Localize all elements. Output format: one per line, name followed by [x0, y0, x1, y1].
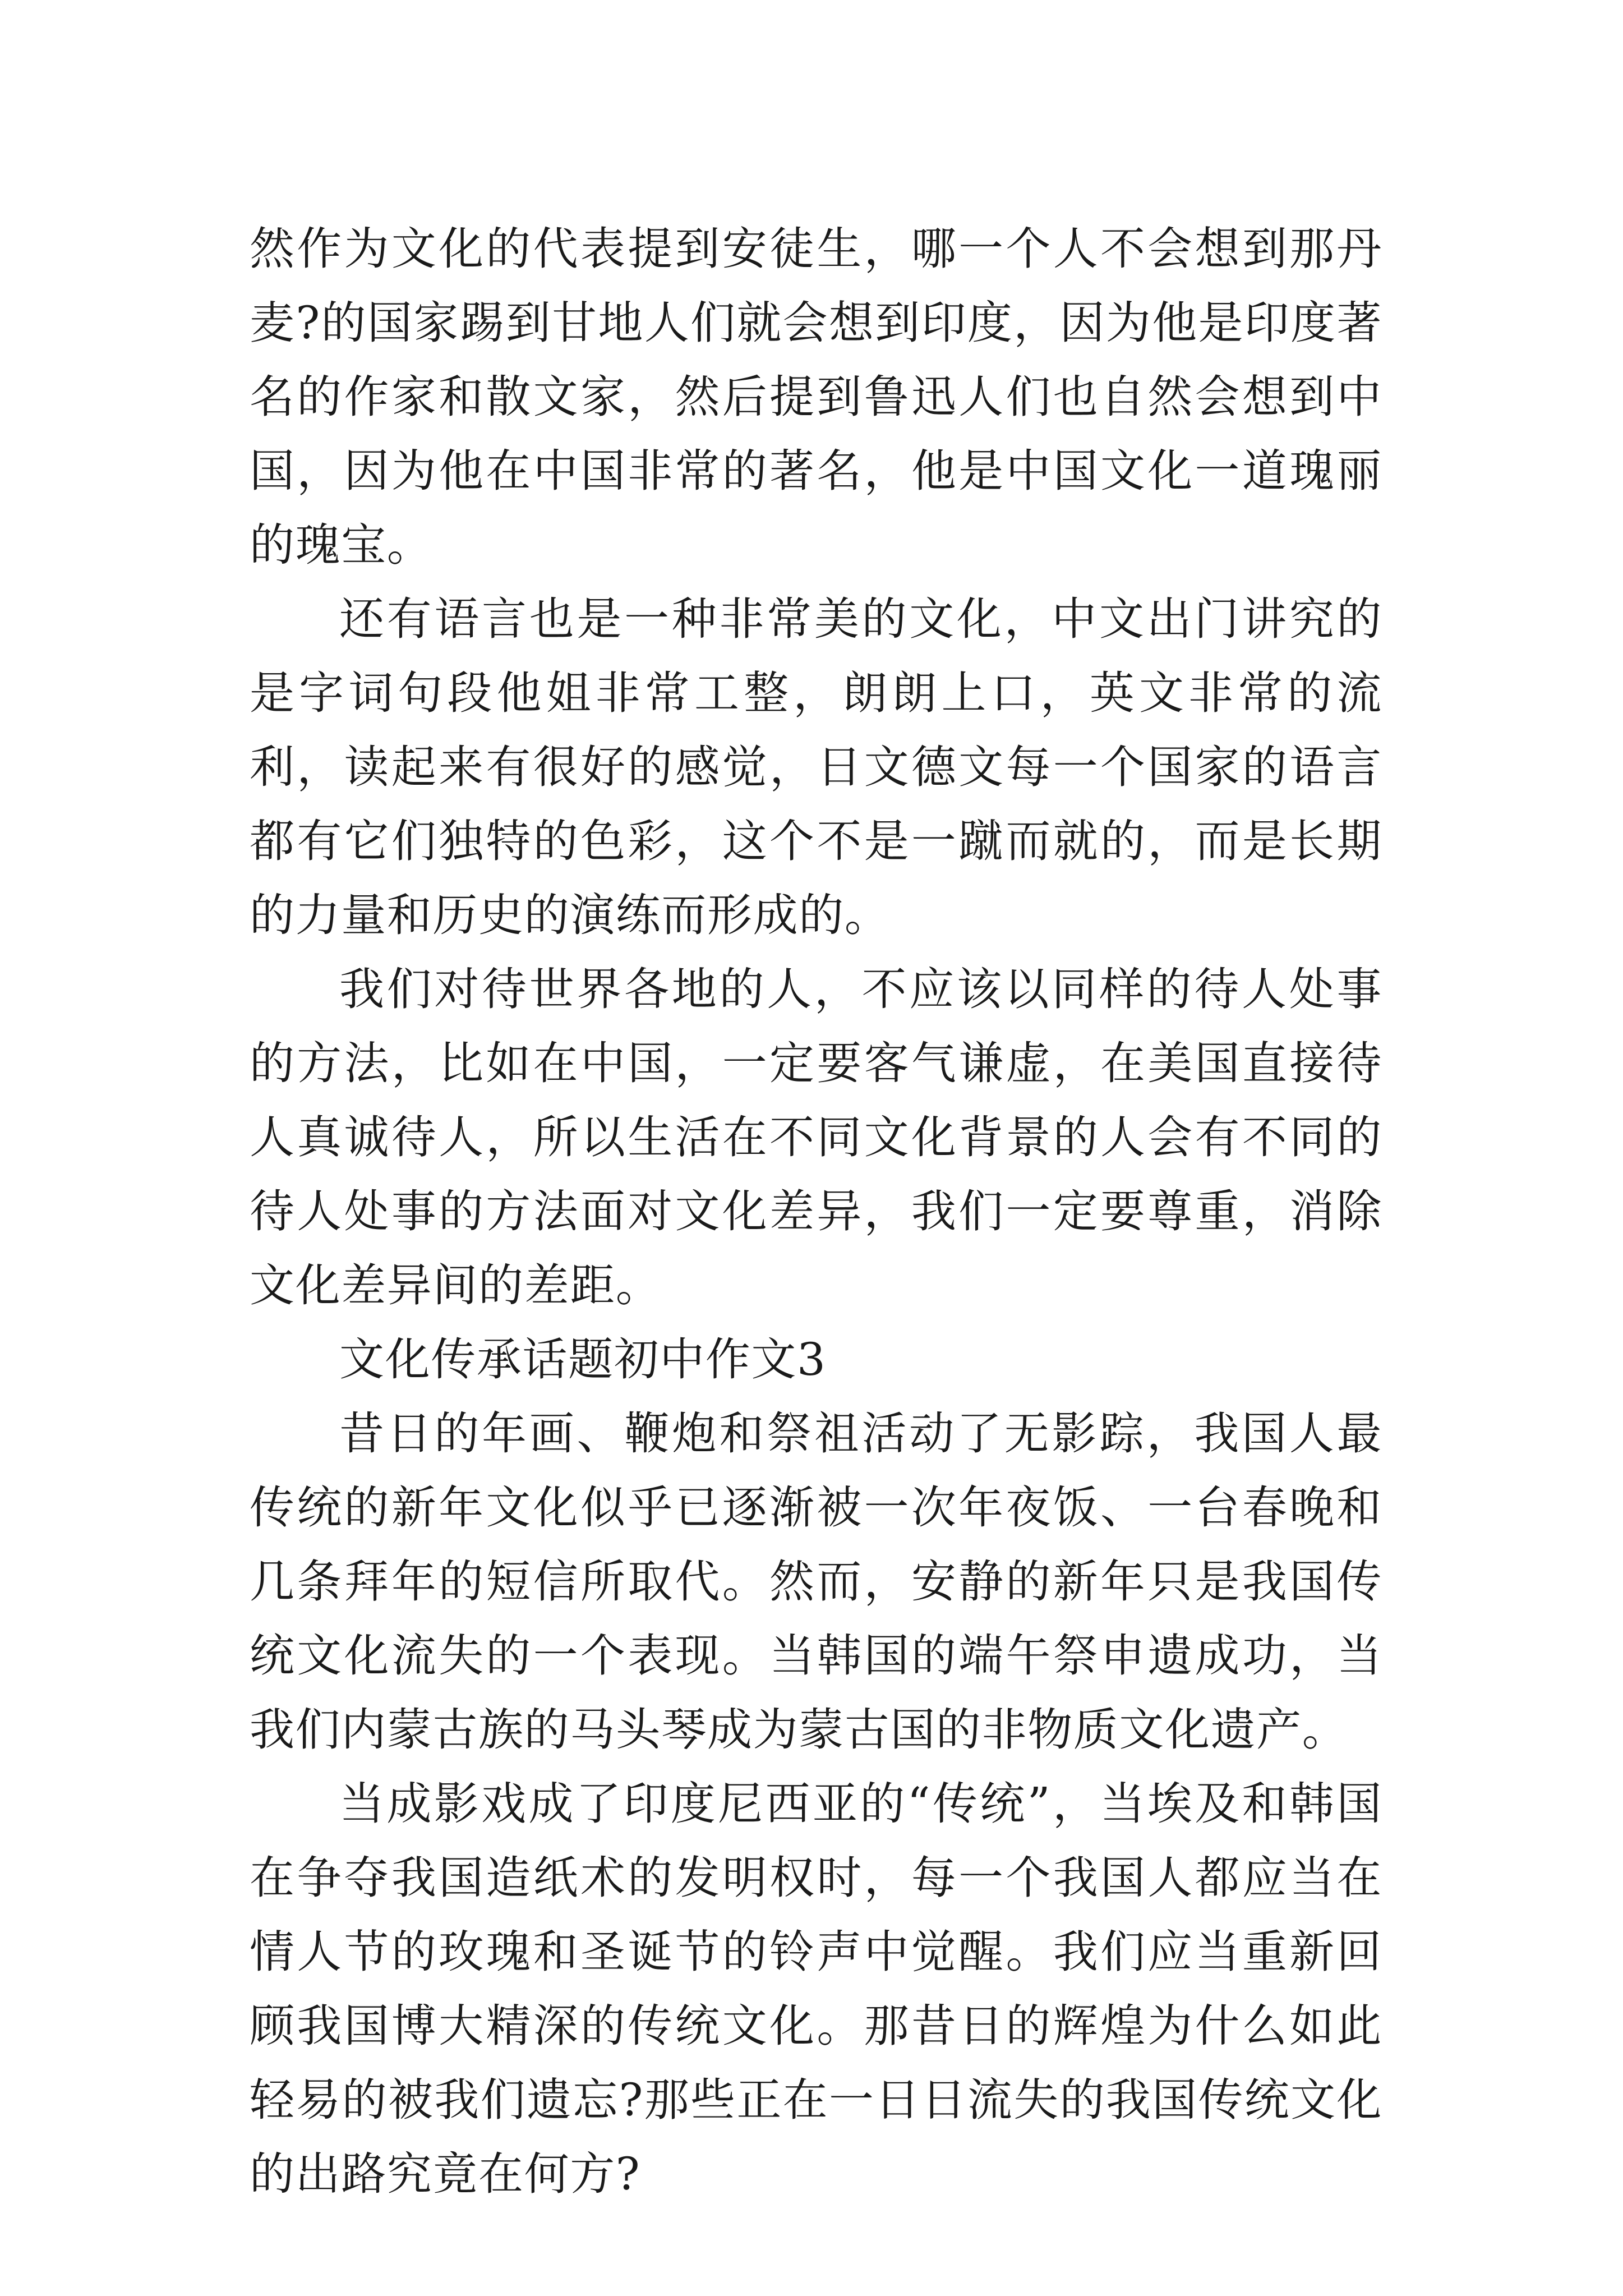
paragraph-4: 昔日的年画、鞭炮和祭祖活动了无影踪，我国人最传统的新年文化似乎已逐渐被一次年夜饭、一台春晚和几条拜年的短信所取代。然而，安静的新年只是我国传统文化流失的一个表现。当韩国的端午祭申遗成功，当我们内蒙古族的马头琴成为蒙古国的非物质文化遗产。	[250, 1407, 1382, 1756]
paragraph-2: 还有语言也是一种非常美的文化，中文出门讲究的是字词句段他姐非常工整，朗朗上口，英文非常的流利，读起来有很好的感觉，日文德文每一个国家的语言都有它们独特的色彩，这个不是一蹴而就的，而是长期的力量和历史的演练而形成的。	[250, 593, 1382, 941]
paragraph-3: 我们对待世界各地的人，不应该以同样的待人处事的方法，比如在中国，一定要客气谦虚，在美国直接待人真诚待人，所以生活在不同文化背景的人会有不同的待人处事的方法面对文化差异，我们一定要尊重，消除文化差异间的差距。	[250, 963, 1382, 1312]
paragraph-5: 当成影戏成了印度尼西亚的“传统”，当埃及和韩国在争夺我国造纸术的发明权时，每一个我国人都应当在情人节的玫瑰和圣诞节的铃声中觉醒。我们应当重新回顾我国博大精深的传统文化。那昔日的辉煌为什么如此轻易的被我们遗忘?那些正在一日日流失的我国传统文化的出路究竟在何方?	[250, 1778, 1382, 2200]
paragraph-1: 然作为文化的代表提到安徒生，哪一个人不会想到那丹麦?的国家踢到甘地人们就会想到印度，因为他是印度著名的作家和散文家，然后提到鲁迅人们也自然会想到中国，因为他在中国非常的著名，他是中国文化一道瑰丽的瑰宝。	[250, 223, 1382, 571]
section-heading: 文化传承话题初中作文3	[339, 1333, 827, 1386]
body-text	[250, 212, 1382, 2211]
